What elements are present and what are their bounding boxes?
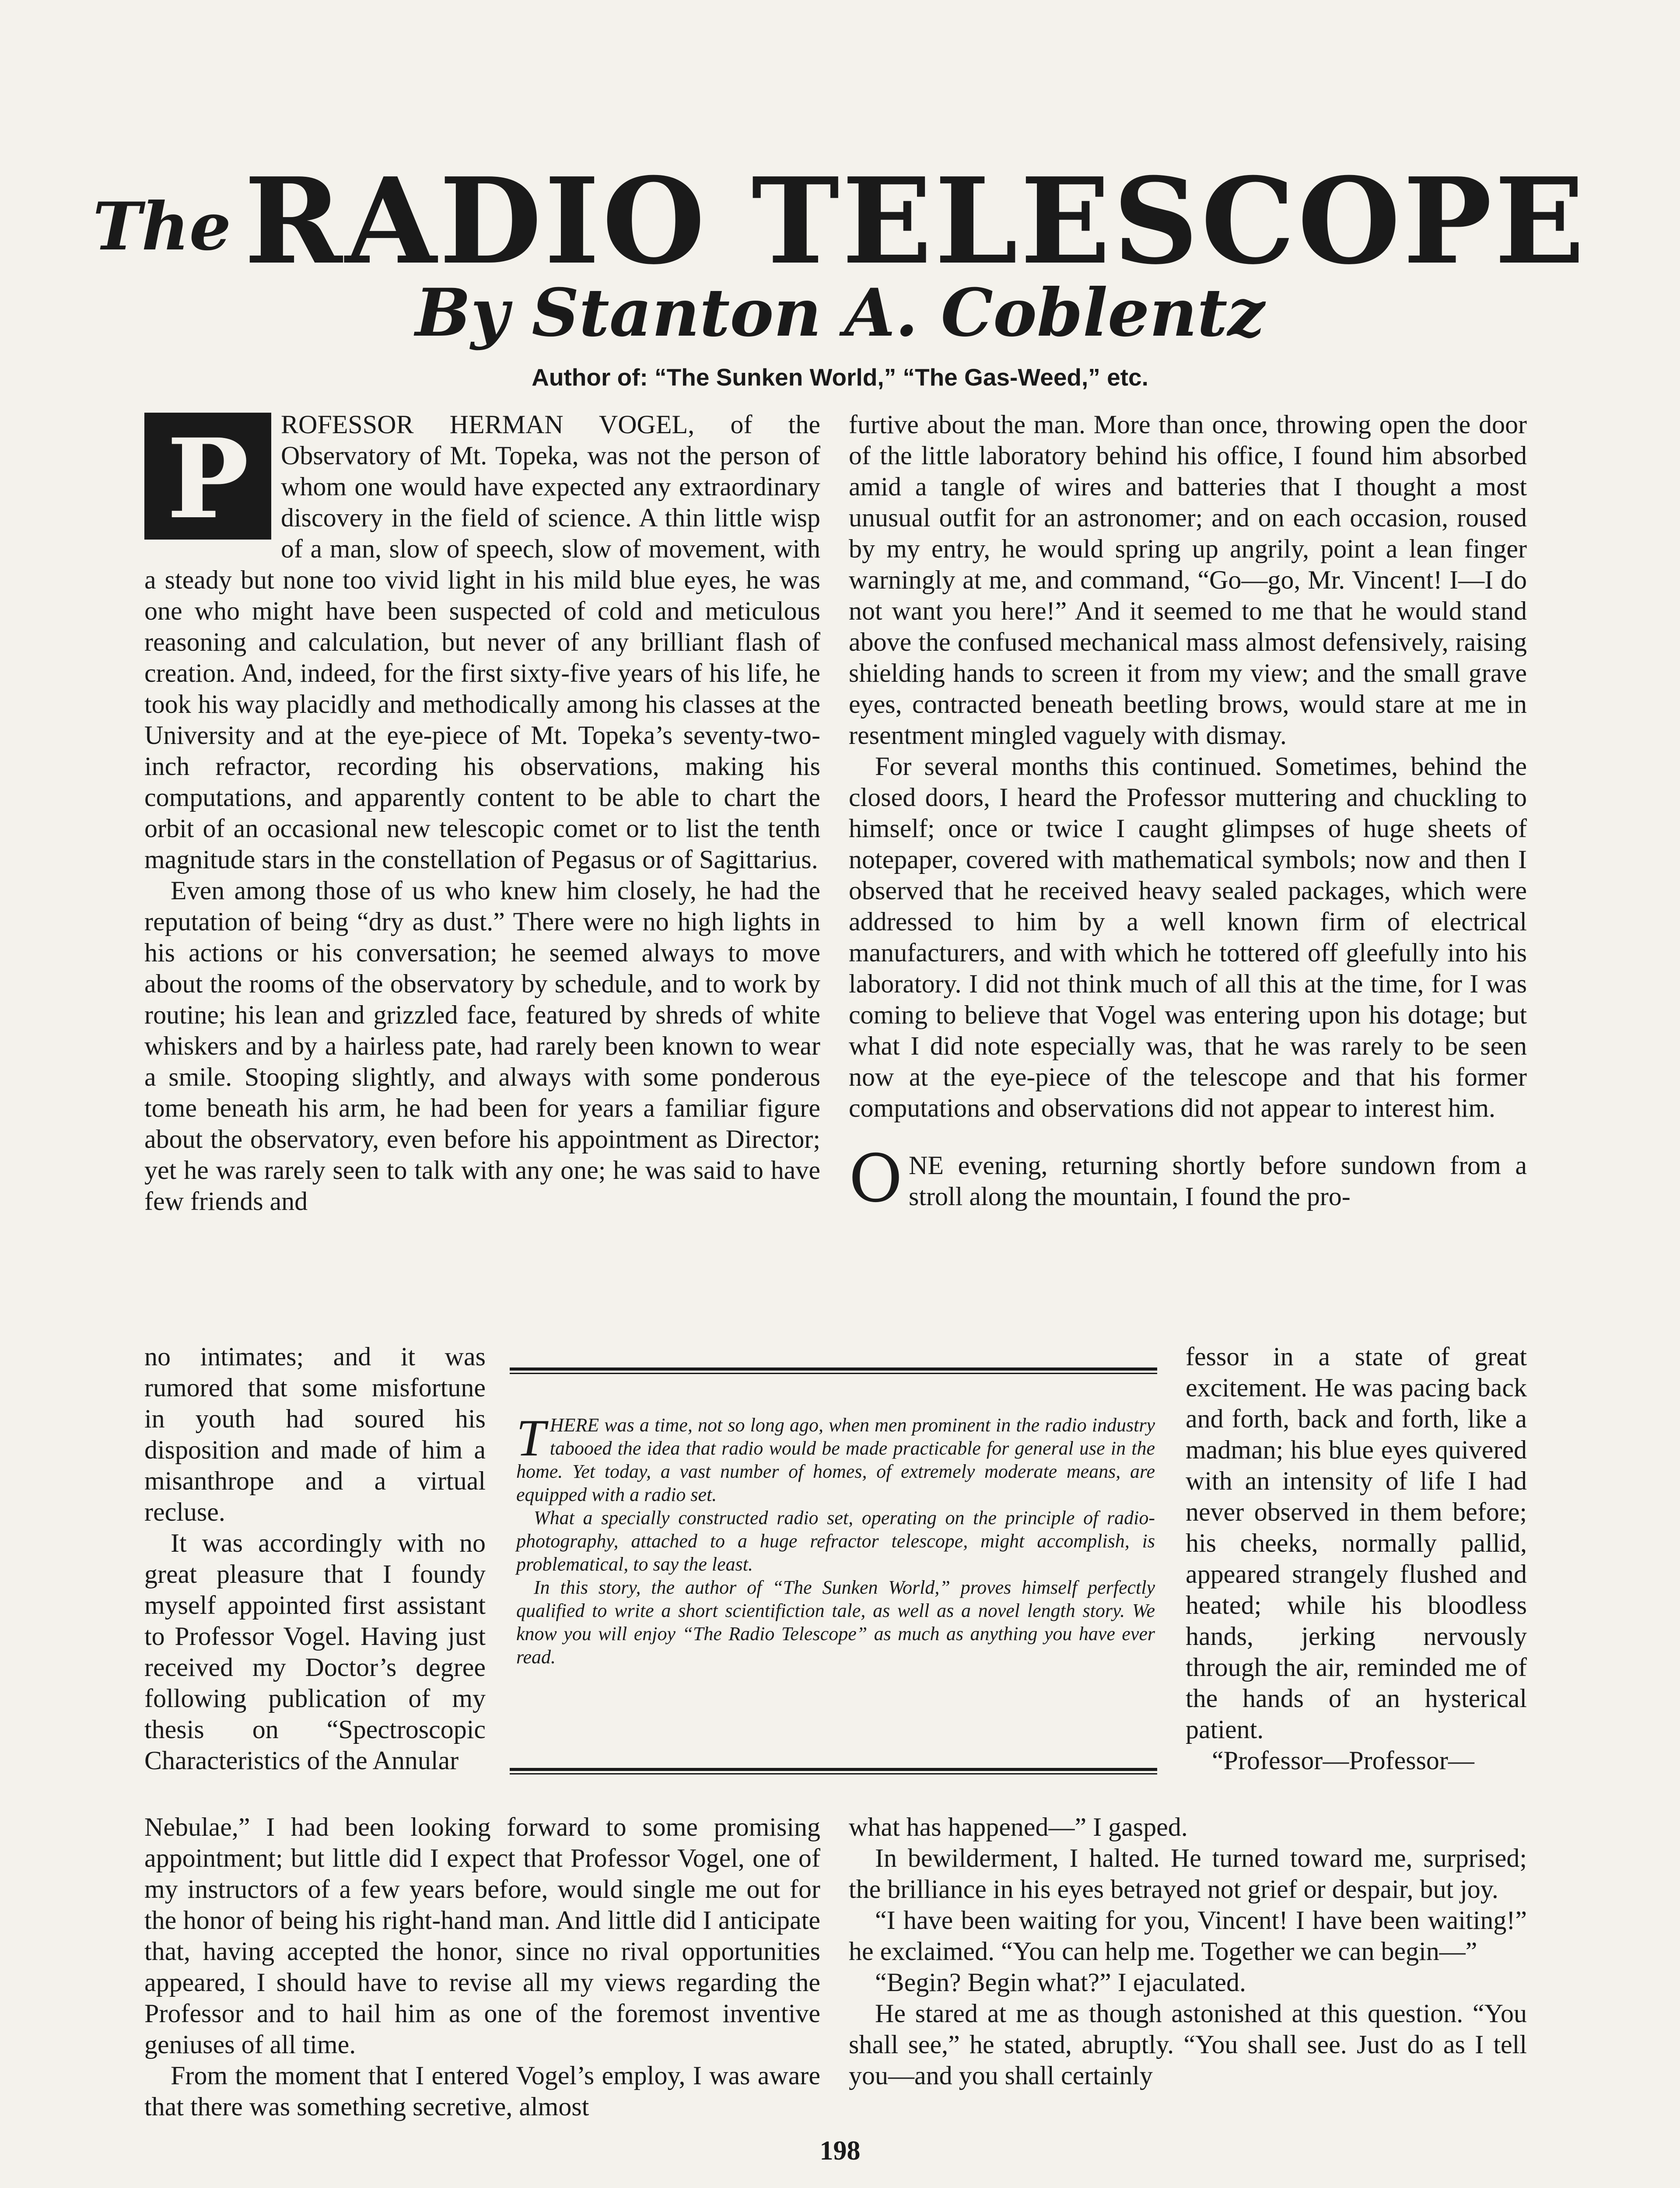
byline: By Stanton A. Coblentz [415,274,1265,351]
section-start-paragraph [849,1141,1527,1217]
paragraph: From the moment that I entered Vogel’s employ, I was aware that there was something secretive, almost [144,2061,820,2121]
page-number: 198 [819,2136,861,2166]
section-dropcap: O [849,1141,903,1217]
insert-dropcap: T [516,1409,546,1467]
title-prefix: The [93,188,231,265]
left-column-middle [144,1341,486,1776]
right-column-top [849,409,1527,1217]
paragraph: Even among those of us who knew him closely, he had the reputation of being “dry as dust.” There were no high lights in his actions or his conversation; he seemed always to move about the rooms of the observatory by schedule, and to work by routine; his lean and grizzled face, featured by shreds of white whiskers and by a hairless pate, had rarely been known to wear a smile. Stooping slightly, and always with some ponderous tome beneath his arm, he had been for years a familiar figure about the observatory, even before his appointment as Director; yet he was rarely seen to talk with any one; he was said to have few friends and [144,876,820,1216]
article-title [0,151,1680,291]
paragraph: what has happened—” I gasped. [849,1813,1188,1841]
paragraph-text: ROFESSOR HERMAN VOGEL, of the Observatory of Mt. Topeka, was not the person of whom one would have expected any extraordinary discovery in the field of science. A thin little wisp of a man, slow of speech, slow of movement, with a steady but none too vivid light in his mild blue eyes, he was one who might have been suspected of cold and meticulous reasoning and calculation, but never of any brilliant flash of creation. And, indeed, for the first sixty-five years of his life, he took his way placidly and methodically among his classes at the University and at the eye-piece of Mt. Topeka’s seventy-two-inch refractor, recording his observations, making his computations, and apparently content to be able to chart the orbit of an occasional new telescopic comet or to list the tenth magnitude stars in the constellation of Pegasus or of Sagittarius. [144,410,820,874]
insert-paragraph-text: HERE was a time, not so long ago, when men prominent in the radio industry tabooed the idea that radio would be made practicable for general use in the home. Yet today, a vast number of homes, of extremely moderate means, are equipped with a radio set. [516,1414,1155,1505]
paragraph: fessor in a state of great excitement. He was pacing back and forth, back and forth, like a madman; his blue eyes quivered with an intensity of life I had never observed in them before; his cheeks, normally pallid, appeared strangely flushed and heated; while his bloodless hands, jerking nervously through the air, reminded me of the hands of an hysterical patient. [1186,1342,1527,1744]
left-column-top [144,409,820,1217]
left-column-bottom [144,1812,820,2122]
insert-top-rule [510,1368,1157,1374]
insert-bottom-rule [510,1768,1157,1774]
paragraph: “I have been waiting for you, Vincent! I have been waiting!” he exclaimed. “You can help me. Together we can begin—” [849,1906,1527,1966]
insert-paragraph: In this story, the author of “The Sunken World,” proves himself perfectly qualified to write a short scientifiction tale, as well as a novel length story. We know you will enjoy “The Radio Telescope” as much as anything you have ever read. [516,1577,1155,1668]
title-main: RADIO TELESCOPE [244,151,1587,291]
paragraph: In bewilderment, I halted. He turned toward me, surprised; the brilliance in his eyes betrayed not grief or despair, but joy. [849,1844,1527,1904]
paragraph: Nebulae,” I had been looking forward to some promising appointment; but little did I expect that Professor Vogel, one of my instructors of a few years before, would single me out for the honor of being his right-hand man. And little did I anticipate that, having accepted the honor, since no rival opportunities appeared, I should have to revise all my views regarding the Professor and to hail him as one of the foremost inventive geniuses of all time. [144,1813,820,2059]
ornamental-dropcap: P [144,413,271,540]
paragraph: furtive about the man. More than once, throwing open the door of the little laboratory behind his office, I found him absorbed amid a tangle of wires and batteries that I thought a most unusual outfit for an astronomer; and on each occasion, roused by my entry, he would spring up angrily, point a lean finger warningly at me, and command, “Go—go, Mr. Vincent! I—I do not want you here!” And it seemed to me that he would stand above the confused mechanical mass almost defensively, raising shielding hands to screen it from my view; and the small grave eyes, contracted beneath beetling brows, would stare at me in resentment mingled vaguely with dismay. [849,410,1527,750]
right-column-middle [1186,1341,1527,1776]
paragraph: He stared at me as though astonished at this question. “You shall see,” he stated, abruptly. “You shall see. Just do as I tell you—and you shall certainly [849,1999,1527,2090]
author-credits: Author of: “The Sunken World,” “The Gas-Weed,” etc. [532,364,1148,391]
right-column-bottom [849,1812,1527,2091]
paragraph: “Begin? Begin what?” I ejaculated. [875,1968,1246,1997]
insert-paragraph: What a specially constructed radio set, operating on the principle of radio-photography, attached to a huge refractor telescope, might accomplish, is problematical, to say the least. [516,1507,1155,1575]
paragraph-text: NE evening, returning shortly before sundown from a stroll along the mountain, I found the pro- [908,1151,1527,1211]
paragraph: “Professor—Professor— [1212,1746,1474,1775]
insert-text [516,1409,1155,1669]
insert-paragraph [516,1409,1155,1506]
paragraph: For several months this continued. Sometimes, behind the closed doors, I heard the Professor muttering and chuckling to himself; once or twice I caught glimpses of huge sheets of notepaper, covered with mathematical symbols; now and then I observed that he received heavy sealed packages, which were addressed to him by a well known firm of electrical manufacturers, and with which he tottered off gleefully into his laboratory. I did not think much of all this at the time, for I was coming to believe that Vogel was entering upon his dotage; but what I did note especially was, that he was rarely to be seen now at the eye-piece of the telescope and that his former computations and observations did not appear to interest him. [849,752,1527,1122]
paragraph: no intimates; and it was rumored that some misfortune in youth had soured his disposition and made of him a misanthrope and a virtual recluse. [144,1342,486,1526]
opening-paragraph [144,409,820,875]
editorial-insert-box [510,1346,1157,1792]
paragraph: It was accordingly with no great pleasure that I foundy myself appointed first assistant to Professor Vogel. Having just received my Doctor’s degree following publication of my thesis on “Spectroscopic Characteristics of the Annular [144,1529,486,1775]
